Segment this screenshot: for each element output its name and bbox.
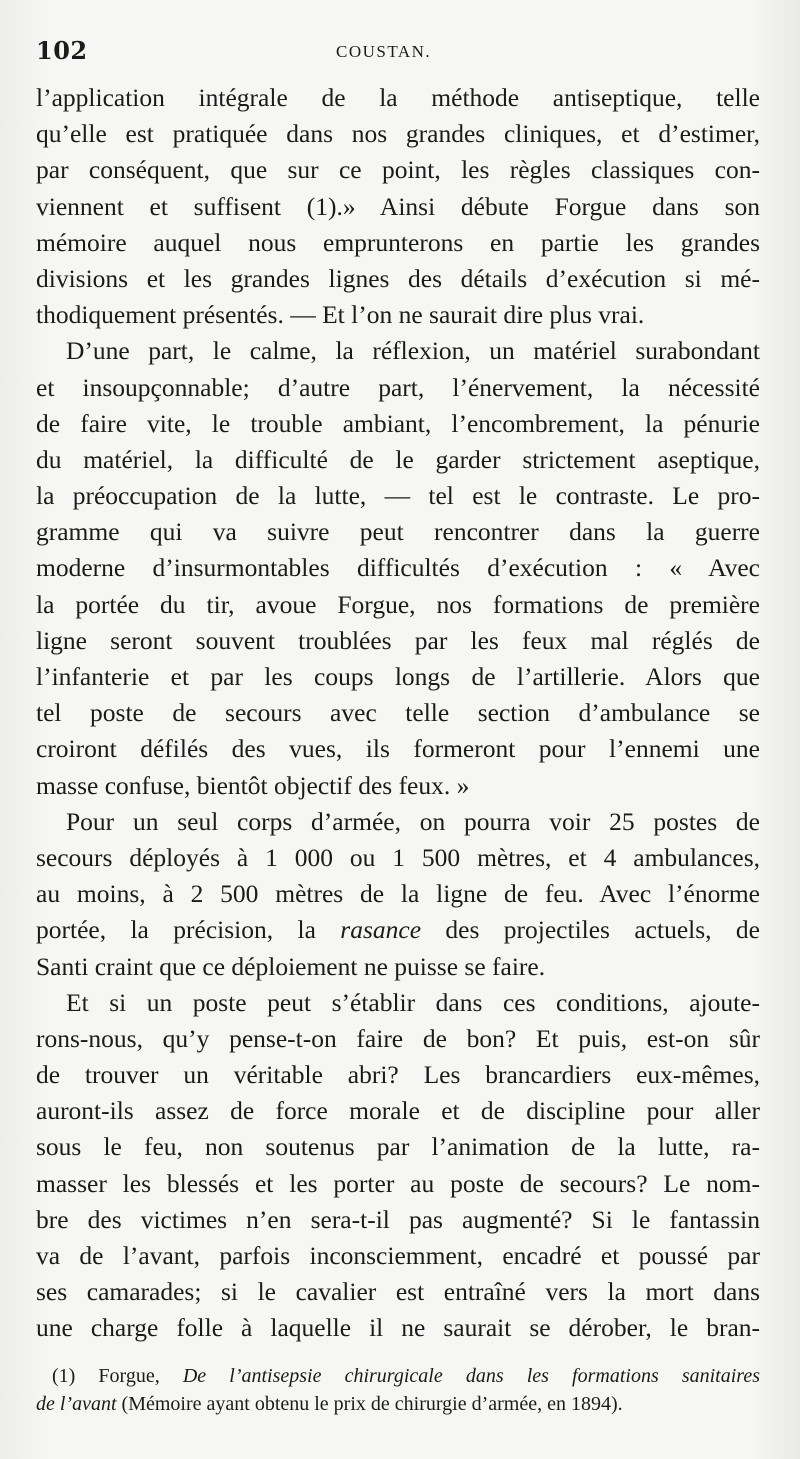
text-line: bre des victimes n’en sera-t-il pas augmenté? Si le fantassin — [36, 1204, 760, 1234]
text-line: Pour un seul corps d’armée, on pourra voir 25 postes de — [66, 806, 760, 836]
text-line: gramme qui va suivre peut rencontrer dans la guerre — [36, 517, 760, 547]
text-line: thodiquement présentés. — Et l’on ne saurait dire plus vrai. — [36, 300, 645, 330]
text-line: une charge folle à laquelle il ne saurait se dérober, le bran- — [36, 1313, 760, 1343]
text-line: croiront défilés des vues, ils formeront pour l’ennemi une — [36, 734, 760, 764]
text-line: rons-nous, qu’y pense-t-on faire de bon? Et puis, est-on sûr — [36, 1023, 760, 1053]
body-text — [36, 80, 760, 1347]
footnote — [36, 1362, 760, 1418]
text-line: l’application intégrale de la méthode antiseptique, telle — [36, 83, 760, 112]
text-line: mémoire auquel nous emprunterons en partie les grandes — [36, 227, 760, 257]
text-line: et insoupçonnable; d’autre part, l’énervement, la nécessité — [36, 372, 760, 402]
text-line: va de l’avant, parfois inconsciemment, encadré et poussé par — [36, 1241, 760, 1270]
running-head: COUSTAN. — [336, 42, 432, 61]
footnote-line-1 — [36, 1362, 760, 1390]
text-line: au moins, à 2 500 mètres de la ligne de feu. Avec l’énorme — [36, 879, 760, 909]
text-line: ses camarades; si le cavalier est entraîné vers la mort dans — [36, 1277, 760, 1307]
text-line: masse confuse, bientôt objectif des feux. » — [36, 770, 470, 800]
text-line: viennent et suffisent (1).» Ainsi débute Forgue dans son — [36, 191, 760, 221]
text-line: de faire vite, le trouble ambiant, l’encombrement, la pénurie — [36, 408, 760, 438]
italic-word: rasance — [340, 915, 422, 945]
text-line: la préoccupation de la lutte, — tel est le contraste. Le pro- — [36, 481, 760, 511]
text-line: Santi craint que ce déploiement ne puisse se faire. — [36, 951, 546, 981]
page-header — [36, 36, 760, 72]
text-line: moderne d’insurmontables difficultés d’exécution : « Avec — [36, 553, 760, 583]
text-line: portée, la précision, la rasance des projectiles actuels, de — [36, 915, 760, 945]
text-line: qu’elle est pratiquée dans nos grandes cliniques, et d’estimer, — [36, 119, 760, 149]
footnote-title-part-2: de l’avant — [36, 1393, 117, 1415]
text-line: la portée du tir, avoue Forgue, nos formations de première — [36, 589, 760, 619]
footnote-marker: (1) Forgue, — [52, 1365, 160, 1387]
footnote-note: (Mémoire ayant obtenu le prix de chirurgie d’armée, en 1894). — [121, 1393, 623, 1415]
text-line: par conséquent, que sur ce point, les règles classiques con- — [36, 155, 760, 185]
text-line: tel poste de secours avec telle section d’ambulance se — [36, 698, 760, 728]
text-line: divisions et les grandes lignes des détails d’exécution si mé- — [36, 263, 760, 293]
text-line: ligne seront souvent troublées par les feux mal réglés de — [36, 625, 760, 655]
text-line: D’une part, le calme, la réflexion, un matériel surabondant — [66, 336, 760, 366]
text-line: Et si un poste peut s’établir dans ces conditions, ajoute- — [66, 987, 760, 1017]
text-line: sous le feu, non soutenus par l’animation de la lutte, ra- — [36, 1132, 760, 1162]
text-line: l’infanterie et par les coups longs de l’artillerie. Alors que — [36, 662, 760, 691]
page-number: 102 — [36, 36, 88, 65]
text-line: masser les blessés et les porter au poste de secours? Le nom- — [36, 1168, 760, 1198]
footnote-line-2 — [36, 1390, 760, 1418]
footnote-title-part-1: De l’antisepsie chirurgicale dans les formations sanitaires — [182, 1365, 760, 1387]
text-line: secours déployés à 1 000 ou 1 500 mètres, et 4 ambulances, — [36, 842, 760, 872]
text-line: de trouver un véritable abri? Les brancardiers eux-mêmes, — [36, 1060, 760, 1090]
text-line: auront-ils assez de force morale et de discipline pour aller — [36, 1096, 760, 1126]
text-line: du matériel, la difficulté de le garder strictement aseptique, — [36, 444, 760, 474]
